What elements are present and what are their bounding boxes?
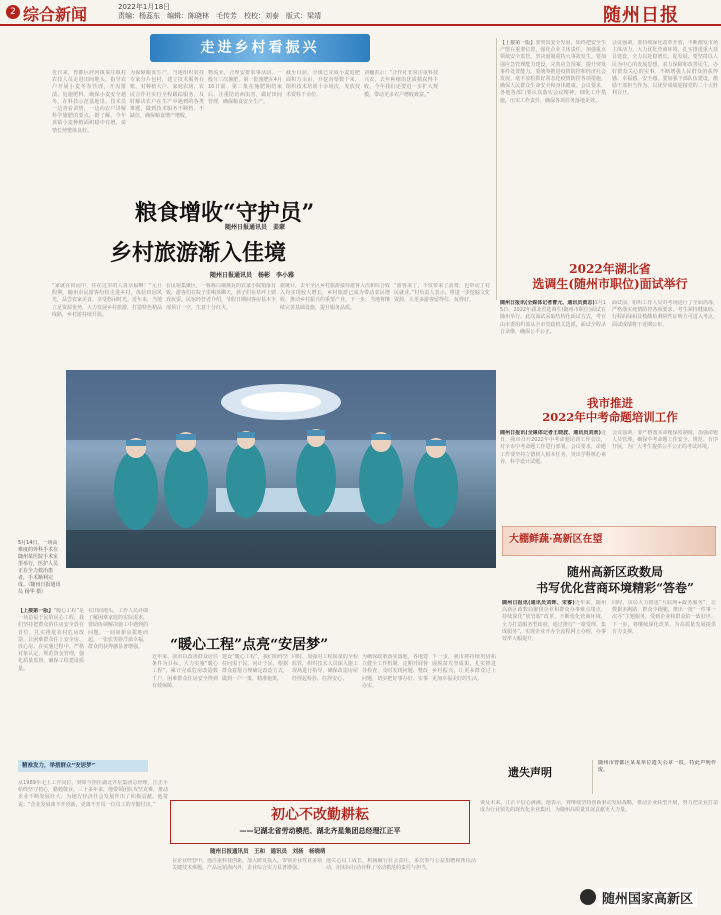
tourism-article-title: 乡村旅游渐入佳境 bbox=[110, 240, 287, 266]
warmheart-text-col-7: 下一步，我市将持续巩固拓展脱贫攻坚成果，扎实推进乡村振兴，让更多群众过上更加幸福美好的生活。 bbox=[432, 654, 496, 682]
training-title-line1: 我市推进 bbox=[587, 396, 633, 410]
masthead-date: 2022年1月18日 bbox=[118, 3, 171, 11]
exam-article-title bbox=[530, 262, 690, 292]
notice-divider bbox=[592, 760, 593, 794]
tourism-text-col-2: 在民宿集聚区，一栋栋白墙黛瓦的农家小院错落有致，游客们在院子里喝茶聊天，孩子们在草坪上嬉戏玩耍。民宿经营者介绍，节假日期间客房基本全部预订一空，生意十分红火。 bbox=[166, 283, 276, 311]
continued-tag: 【上接第一版】 bbox=[500, 40, 536, 46]
photo-side-caption: 5月14日，一场高难度的外科手术在随州某医院手术室里举行，医护人员正在全力救治患者，手术顺利完成。（随州日报通讯员 杨华 摄） bbox=[18, 540, 61, 595]
masthead-editors: 责编：杨蕊东 编辑：陈晓林 毛传芳 校校：刘泰 版式：梁靖 bbox=[118, 12, 321, 20]
spring-ad-text: 大棚鲜蔬·高新区在望 bbox=[509, 534, 603, 545]
grain-text-col-5: 刘巍表示：“合作社非常注重科技兴农，去年种植的优质稻获得丰收，今年我们还要进一步扩大规模，带动更多农户增收致富。” bbox=[364, 70, 438, 98]
highnew-text-col-1: 随州日报讯(通讯员刘晖、宋睿)近年来，随州高新区政数局聚焦企业和群众办事难点堵点，持续深化“放管服”改革，不断优化营商环境，全力打造服务型政府。通过推行“一窗受理、集成服务”，实现企业开办全流程网上办理，办事效率大幅提升。 bbox=[502, 600, 606, 643]
continued-col-1: 【上接第一版】要突出安全发展，始终把安全生产摆在重要位置，强化企业主体责任，加强重点领域安全监管，坚决遏制重特大事故发生。要加强应急管理能力建设，完善应急预案，提升突发事件处置能力。要统筹推进疫情防控和经济社会发展，毫不放松抓好常态化疫情防控各项措施，确保人民群众生命安全和身体健康。会议要求，各地各部门要认真落实会议精神，细化工作措施，压实工作责任，确保各项任务落地见效。 bbox=[500, 40, 606, 104]
watermark-text: 随州国家高新区 bbox=[598, 888, 697, 907]
original-text-col-1: 从1989年走上工作岗位，到如今担任湖北齐星集团总经理，江正平始终坚守初心，勤勉敬业。三十多年来，他带领团队攻坚克难，推动企业不断发展壮大，为地方经济社会发展作出了积极贡献。他常说：“企业发展离不开创新，更离不开每一位员工的辛勤付出。” bbox=[18, 780, 168, 808]
tourism-text-col-1: “家就在田园中，住在这里的人真幸福啊！”元旦假期，随州市民游客纷纷走进乡村，体验田园风光，品尝农家美食，享受悠闲时光。近年来，当地立足资源优势，大力发展乡村旅游，打造特色精品线路，乡村游持续升温。 bbox=[52, 283, 162, 318]
continued-col-2: 会议强调，要持续深化改革开放，不断激发市场主体活力，大力优化营商环境，扎实推进重大项目建设，全力以赴稳增长、促发展。要坚持以人民为中心的发展思想，着力保障和改善民生，办好群众关心的实事，不断增强人民群众的获得感、幸福感、安全感。要加强干部队伍建设，激励干部担当作为，以优异成绩迎接党的二十大胜利召开。 bbox=[612, 40, 718, 97]
original-subtitle: ——记湖北省劳动模范、湖北齐星集团总经理江正平 bbox=[239, 827, 401, 835]
warmheart-tag: 【上接第一版】 bbox=[18, 608, 54, 614]
page-number-badge: 2 bbox=[6, 5, 20, 19]
warmheart-title: “暖心工程”点亮“安居梦” bbox=[170, 637, 329, 653]
grain-article-byline: 随州日报通讯员 姜蒙 bbox=[225, 224, 286, 231]
training-article-title bbox=[540, 396, 680, 424]
spring-ad-box bbox=[502, 526, 716, 556]
original-text-col-2: 在企业经营中，他注重科技创新，加大研发投入，带领企业攻克多项关键技术难题，产品远销海内外，企业综合实力显著增强。 bbox=[172, 858, 322, 872]
grain-text-col-4: 截至目前，全镇已完成小麦追肥面积万余亩，开挖沟渠数千米，组织技术培训十余场次，发放技术资料千余份。 bbox=[286, 70, 360, 98]
masthead bbox=[0, 0, 721, 26]
highnew-text-col-2: 同时，该局大力推进“互联网+政务服务”，让数据多跑路、群众少跑腿，推出一批“一件事一次办”主题服务，受到企业和群众的一致好评。下一步，将继续深化改革，为高质量发展提供有力支撑。 bbox=[612, 600, 716, 635]
section-title: 综合新闻 bbox=[23, 5, 88, 24]
exam-byline: 随州日报讯(全媒体记者曹元、通讯员黄志) bbox=[500, 300, 595, 306]
warmheart-text-col-5: 同时，加强对工程质量的全程监管，组织技术人员深入施工现场进行指导，确保改造房屋经得起检验、住得安心。 bbox=[292, 654, 358, 682]
masthead-meta bbox=[118, 3, 321, 21]
column-divider bbox=[496, 38, 497, 300]
original-title-box bbox=[170, 800, 470, 844]
rural-revitalization-banner: 走进乡村看振兴 bbox=[150, 34, 370, 62]
original-text-col-4: 谈及未来，江正平信心满满。他表示，将继续坚持创新驱动发展战略，推动企业转型升级，努力把企业打造成为行业领先的现代化企业集团，为随州高质量发展贡献更大力量。 bbox=[480, 800, 718, 814]
exam-text-col-2: 面试前，组织工作人员对考场进行了全面消毒，严格落实疫情防控各项要求。考生须持健康码、行程码绿码及核酸检测阴性证明方可进入考点。面试成绩将于近期公布。 bbox=[612, 300, 718, 328]
exam-title-line2: 选调生(随州市职位)面试举行 bbox=[532, 277, 688, 291]
photo-label-box bbox=[18, 760, 148, 772]
surgery-photo bbox=[66, 370, 496, 568]
grain-text-col-1: 近日来，曾都区府河镇秦庄镇村农技人员走进田间地头，指导农户开展小麦冬春管理，开沟排渍，追施肥料，确保小麦安全越冬。在科技示范基地里，技术员一边查看苗情，一边向农户讲解科学施肥的要点。据了解，今年该镇小麦种植面积稳中有增，苗情长势整体良好。 bbox=[52, 70, 126, 134]
original-text-col-3: 他关心员工成长，积极履行社会责任，多次参与公益捐赠和帮扶活动，用实际行动诠释了劳动模范的责任与担当。 bbox=[326, 858, 476, 872]
surgery-photo-illustration bbox=[66, 370, 496, 568]
highnew-title-line1: 随州高新区政数局 bbox=[566, 565, 663, 579]
warmheart-text-col-2: 在田间地头，工作人员详细了解困难家庭的实际需求，帮助协调解决施工中遇到的问题。一间间新房拔地而起，一张张笑脸洋溢幸福，群众的获得感显著增强。 bbox=[88, 608, 148, 651]
original-title: 初心不改勤耕耘 bbox=[271, 807, 369, 823]
wechat-icon bbox=[580, 889, 596, 905]
photo-label: 精准发力，举措群众“安居梦” bbox=[22, 763, 96, 769]
highnew-title-line2: 书写优化营商环境精彩“答卷” bbox=[536, 581, 694, 595]
highnew-article-title bbox=[520, 564, 710, 596]
tourism-text-col-3: 据统计，去年全区乡村旅游接待游客人次和综合收入均实现较大增长，乡村旅游已成为带动农民增收、推动乡村振兴的重要产业。下一步，当地将继续完善基础设施，提升服务品质。 bbox=[280, 283, 390, 311]
warmheart-text-col-1: 【上接第一版】“暖心工程”是一项造福于民的民心工程，我们坚持把群众的住房安全放在首位，扎实推进农村危房改造，让困难群众住上安全房、放心房。在实施过程中，严格对象认定，规范资金管理，强化质量监督，确保工程建设质量。 bbox=[18, 608, 84, 672]
original-byline: 随州日报通讯员 王和 通讯员 刘扬 杨晓萌 bbox=[210, 849, 326, 855]
tourism-text-col-4: “游客来了，不仅带来了消费，也带动了村民就业。”村负责人表示，将进一步挖掘文化资源，让更多游客留得住、玩得好。 bbox=[394, 283, 490, 304]
notice-title: 遗失声明 bbox=[508, 766, 552, 779]
notice-text: 随州市曾都区某某单位遗失公章一枚，特此声明作废。 bbox=[598, 760, 716, 774]
tourism-article-byline: 随州日报通讯员 杨彬 李小雅 bbox=[210, 272, 295, 279]
training-byline: 随州日报讯(全媒体记者王晓波、通讯员刘欢) bbox=[500, 430, 601, 436]
grain-article-title: 粮食增收“守护员” bbox=[135, 200, 315, 226]
warmheart-text-col-3: 近年来，我市以改善群众居住条件为目标，大力实施“暖心工程”，累计完成危房改造数千户，困难群众住房安全得到有效保障。 bbox=[152, 654, 218, 689]
exam-text-col-1: 随州日报讯(全媒体记者曹元、通讯员黄志)1月15日，2022年湖北省选调生(随州市职位)面试在随州举行。此次面试采取结构化面试方式，考官由市委组织部从全市党政机关选派，面试全程录音录像，确保公平公正。 bbox=[500, 300, 606, 335]
training-text-col-1: 随州日报讯(全媒体记者王晓波、通讯员刘欢)近日，我市召开2022年中考命题培训工作会议，对全市中考命题工作进行部署。会议要求，命题工作要坚持立德树人根本任务，突出学科核心素养，科学设计试题。 bbox=[500, 430, 606, 465]
exam-title-line1: 2022年湖北省 bbox=[569, 262, 651, 276]
warmheart-text-col-4: 建设“暖心工程”，我们始终坚持问需于民、问计于民，根据群众意愿合理确定改造方式，做到一户一策、精准施策。 bbox=[222, 654, 288, 682]
paper-logo: 随州日报 bbox=[603, 5, 679, 26]
warmheart-text-col-6: 为确保政策落实落地，各地建立健全工作机制，定期开展督导检查，及时发现问题、整改问题，切实把好事办好、实事办实。 bbox=[362, 654, 428, 689]
training-title-line2: 2022年中考命题培训工作 bbox=[542, 410, 678, 424]
grain-text-col-3: 物流业，合理安排农事活动。一般分三次施肥，第一批施肥在4月10日前，第二批在施肥期结束后，注重防治病虫害，做好田间管理，确保粮食安全生产。 bbox=[208, 70, 282, 105]
grain-text-col-2: 为保障粮食生产，当地组织农技专家分片包村，建立技术服务台账，对种植大户、家庭农场、农民合作社实行全程跟踪服务，及时解决农户在生产中遇到的各类难题，做到技术服务不断档、不缺位，确保粮食增产增收。 bbox=[130, 70, 204, 120]
training-text-col-2: 会议强调，要严格落实命题保密制度，加强命题人员管理，确保中考命题工作安全、规范、有序开展，为广大考生提供公平公正的考试环境。 bbox=[612, 430, 718, 451]
highnew-byline: 随州日报讯(通讯员刘晖、宋睿) bbox=[502, 600, 575, 606]
